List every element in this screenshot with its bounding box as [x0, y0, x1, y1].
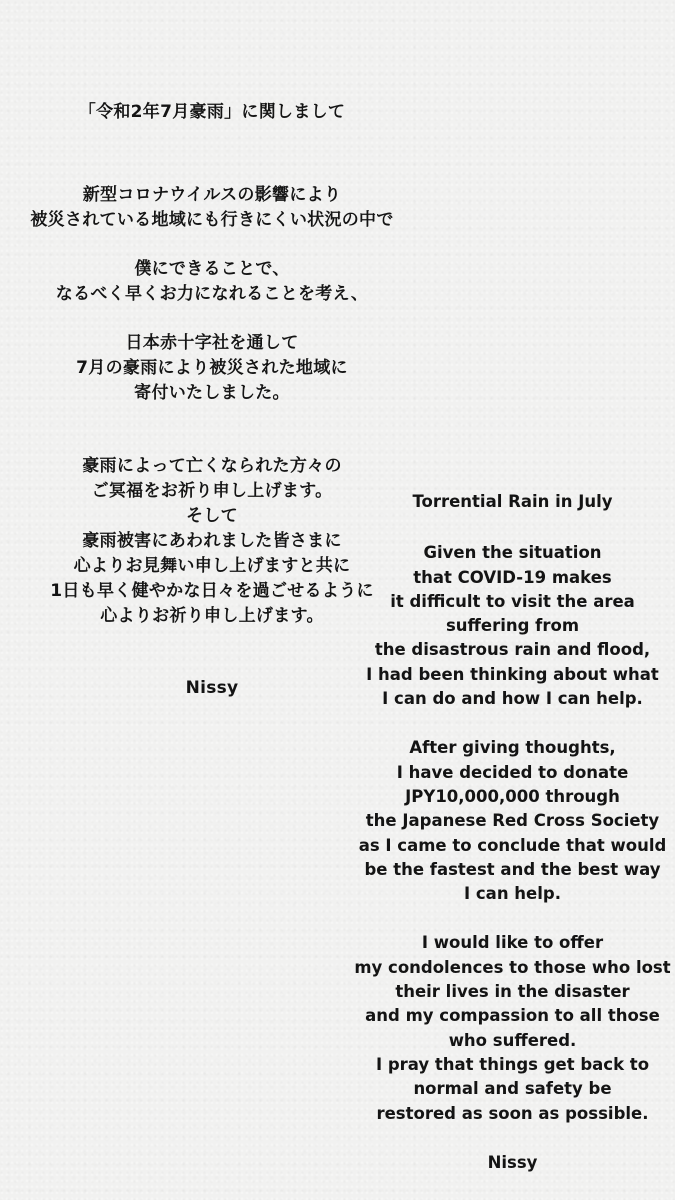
text-line: restored as soon as possible.	[376, 1103, 649, 1123]
text-line: I pray that things get back to	[375, 1054, 650, 1074]
japanese-paragraph-3	[0, 331, 424, 406]
english-title	[350, 490, 675, 514]
english-title-line: Torrential Rain in July	[412, 492, 613, 511]
text-line: their lives in the disaster	[395, 982, 630, 1002]
text-line: as I came to conclude that would	[358, 835, 667, 855]
signature-text: Nissy	[185, 678, 239, 698]
text-line: I had been thinking about what	[366, 664, 659, 684]
text-line: JPY10,000,000 through	[405, 786, 620, 806]
text-line: 豪雨によって亡くなられた方々の	[82, 456, 342, 476]
text-line: 心よりお祈り申し上げます。	[100, 606, 324, 626]
text-line: I can help.	[464, 884, 561, 904]
text-line: it difficult to visit the area	[390, 591, 635, 611]
text-line: who suffered.	[448, 1030, 577, 1050]
japanese-paragraph-1	[0, 183, 424, 233]
text-line: I would like to offer	[421, 933, 604, 953]
text-line: After giving thoughts,	[409, 738, 616, 758]
text-line: normal and safety be	[413, 1079, 612, 1099]
japanese-title-line: 「令和2年7月豪雨」に関しまして	[78, 102, 346, 122]
english-message	[350, 490, 675, 1175]
english-signature	[350, 1151, 675, 1175]
text-line: the Japanese Red Cross Society	[365, 811, 660, 831]
english-paragraph-3	[350, 931, 675, 1125]
text-line: 心よりお見舞い申し上げますと共に	[73, 556, 351, 576]
text-line: that COVID-19 makes	[413, 567, 612, 587]
text-line: I can do and how I can help.	[382, 689, 643, 709]
text-line: 被災されている地域にも行きにくい状況の中で	[30, 210, 394, 230]
english-paragraph-2	[350, 736, 675, 906]
text-line: ご冥福をお祈り申し上げます。	[91, 481, 333, 501]
text-line: 1日も早く健やかな日々を過ごせるように	[50, 581, 374, 601]
text-line: なるべく早くお力になれることを考え、	[55, 284, 369, 304]
text-line: 7月の豪雨により被災された地域に	[76, 358, 348, 378]
english-paragraph-1	[350, 541, 675, 711]
text-line: my condolences to those who lost	[354, 957, 671, 977]
text-line: 豪雨被害にあわれました皆さまに	[82, 531, 342, 551]
text-line: 新型コロナウイルスの影響により	[82, 185, 342, 205]
text-line: 僕にできることで、	[134, 259, 290, 279]
text-line: そして	[186, 506, 238, 526]
text-line: suffering from	[445, 616, 580, 636]
text-line: and my compassion to all those	[365, 1006, 660, 1026]
text-line: I have decided to donate	[396, 762, 629, 782]
japanese-title	[0, 100, 424, 125]
text-line: the disastrous rain and flood,	[374, 640, 651, 660]
japanese-paragraph-2	[0, 257, 424, 307]
text-line: 日本赤十字社を通して	[125, 333, 299, 353]
text-line: 寄付いたしました。	[134, 383, 290, 403]
signature-text: Nissy	[487, 1152, 538, 1172]
text-line: be the fastest and the best way	[364, 859, 661, 879]
text-line: Given the situation	[423, 543, 602, 563]
